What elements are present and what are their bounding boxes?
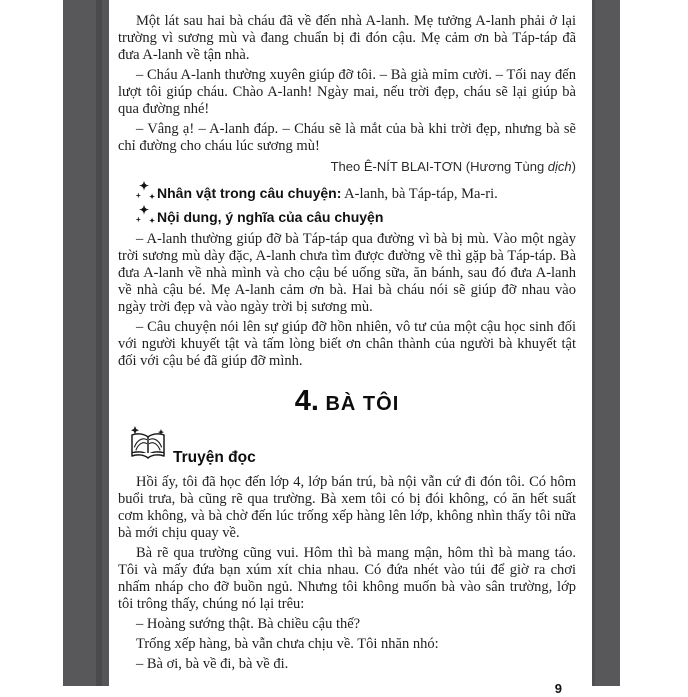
note-paragraph: – A-lanh thường giúp đỡ bà Táp-táp qua đường vì bà bị mù. Vào một ngày trời sương mù dày đặc, A-lanh chưa tìm được đường về thì gặp bà Táp-táp. Bà đưa A-lanh về nhà mình và cho cậu bé uống sữa, ăn bánh, sau đó đưa A-lanh về nhà cậu bé. Mẹ A-lanh cảm ơn bà. Hai bà cháu nói sẽ giúp đỡ nhau vào ngày trời đẹp và vào ngày trời bị sương mù.: [118, 231, 576, 315]
lesson-paragraph: Bà rẽ qua trường cũng vui. Hôm thì bà mang mận, hôm thì bà mang táo. Tôi và mấy đứa bạn xúm xít chia nhau. Có đứa nhét vào túi để giờ ra chơi nhấm nháp cho đỡ buồn ngủ. Nhưng tôi không muốn bà vào sân trường, lớp tôi trông thấy, chúng nó lại trêu:: [118, 545, 576, 612]
photo-background-strip-right: [592, 0, 620, 686]
lesson-paragraph: Trống xếp hàng, bà vẫn chưa chịu về. Tôi nhăn nhó:: [136, 636, 439, 652]
lesson-number: 4.: [294, 385, 319, 417]
note-characters-label: Nhân vật trong câu chuyện:: [157, 185, 342, 201]
author-attribution: [118, 158, 576, 175]
page-number: 9: [554, 681, 562, 696]
lesson-paragraph: Hồi ấy, tôi đã học đến lớp 4, lớp bán trú, bà nội vẫn cứ đi đón tôi. Có hôm buổi trưa, bà cũng rẽ qua trường. Bà xem tôi có bị đói không, có ăn hết suất cơm không, và bà chờ đến lúc trống xếp hàng lên lớp, không nhìn thấy tôi nữa bà mới chịu quay về.: [118, 474, 576, 541]
note-meaning-label: Nội dung, ý nghĩa của câu chuyện: [157, 209, 384, 225]
story-paragraph: – Vâng ạ! – A-lanh đáp. – Cháu sẽ là mắt của bà khi trời đẹp, nhưng bà sẽ chỉ đường cho cháu lúc sương mù!: [118, 121, 576, 154]
story-paragraph: – Cháu A-lanh thường xuyên giúp đỡ tôi. – Bà già mỉm cười. – Tối nay đến lượt tôi giúp cháu. Chào A-lanh! Ngày mai, nếu trời đẹp, cháu sẽ lại giúp bà qua đường nhé!: [118, 67, 576, 117]
attribution-close: ): [571, 159, 576, 174]
note-characters-value: A-lanh, bà Táp-táp, Ma-ri.: [341, 186, 498, 202]
lesson-paragraph: – Bà ơi, bà về đi, bà về đi.: [136, 656, 289, 672]
page-content: [118, 13, 576, 697]
story-paragraph: Một lát sau hai bà cháu đã về đến nhà A-lanh. Mẹ tưởng A-lanh phải ở lại trường vì sương mù và đang chuẩn bị đi đón cậu. Mẹ cảm ơn bà Táp-táp đã đưa A-lanh về tận nhà.: [118, 13, 576, 63]
lesson-title: BÀ TÔI: [318, 393, 400, 415]
photo-background-strip-left: [63, 0, 109, 686]
reading-section-header: [126, 424, 576, 468]
attribution-italic-word: dịch: [547, 159, 572, 174]
open-book-icon: [126, 424, 170, 468]
sparkle-icon: ✦ ✦ +: [136, 179, 155, 201]
reading-section-label: Truyện đọc: [173, 449, 256, 466]
lesson-paragraph: – Hoàng sướng thật. Bà chiều cậu thế?: [136, 616, 361, 632]
sparkle-icon: ✦ ✦ +: [136, 203, 155, 225]
attribution-text: Theo Ê-NÍT BLAI-TƠN (Hương Tùng: [330, 159, 548, 174]
lesson-heading: [118, 385, 576, 422]
note-meaning: [136, 203, 576, 226]
note-paragraph: – Câu chuyện nói lên sự giúp đỡ hồn nhiên, vô tư của một cậu học sinh đối với người khuyết tật và tấm lòng biết ơn chân thành của người bà khuyết tật đối với cậu bé đã giúp đỡ mình.: [118, 319, 576, 369]
note-characters: [136, 179, 576, 203]
